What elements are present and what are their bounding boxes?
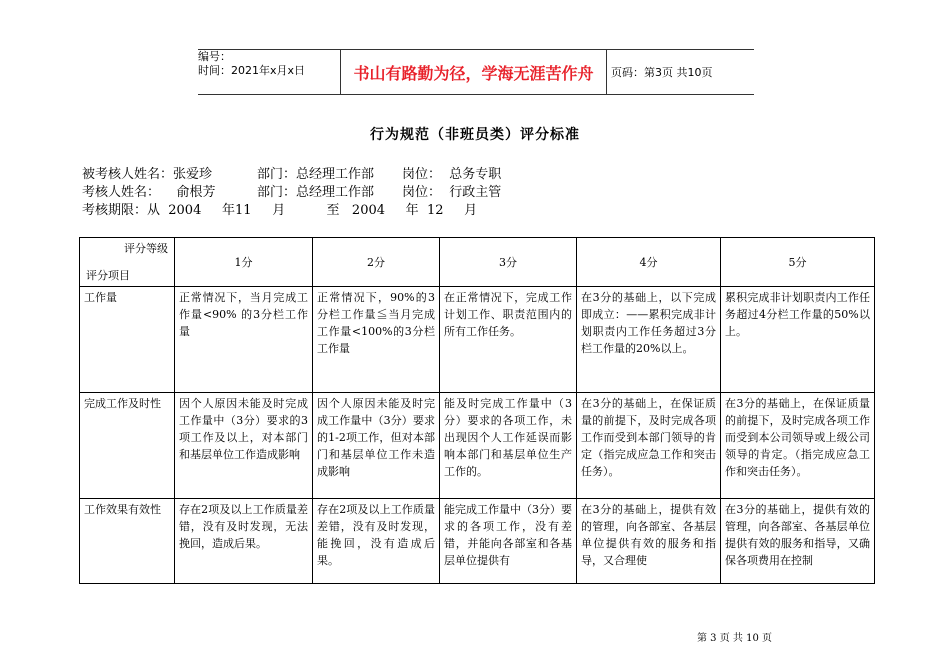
assessee-dept: 部门：总经理工作部 bbox=[257, 167, 375, 182]
criteria-cell: 在3分的基础上，提供有效的管理，向各部室、各基层单位提供有效的服务和指导，又确保各项费用在控制 bbox=[721, 499, 875, 584]
criteria-cell: 在正常情况下，完成工作计划工作、职责范围内的所有工作任务。 bbox=[440, 287, 577, 393]
criteria-cell: 因个人原因未能及时完成工作量中（3分）要求的1-2项工作，但对本部门和基层单位工作未造成影响 bbox=[313, 393, 440, 499]
grade-header-4: 4分 bbox=[577, 238, 721, 287]
page-info: 页码：第3页 共10页 bbox=[611, 66, 713, 79]
assessor-dept: 部门：总经理工作部 bbox=[257, 185, 375, 200]
scoring-table bbox=[79, 237, 875, 584]
info-row-assessor bbox=[82, 184, 542, 202]
item-cell: 工作效果有效性 bbox=[80, 499, 175, 584]
grade-header-1: 1分 bbox=[175, 238, 313, 287]
header-meta bbox=[198, 49, 340, 95]
criteria-cell: 能完成工作量中（3分）要求的各项工作，没有差错，并能向各部室和各基层单位提供有 bbox=[440, 499, 577, 584]
criteria-cell: 在3分的基础上，在保证质量的前提下，及时完成各项工作而受到本部门领导的肯定（指完成应急工作和突击任务）。 bbox=[577, 393, 721, 499]
assessment-info bbox=[82, 166, 542, 220]
grade-header-2: 2分 bbox=[313, 238, 440, 287]
criteria-cell: 因个人原因未能及时完成工作量中（3分）要求的3项工作及以上，对本部门和基层单位工作造成影响 bbox=[175, 393, 313, 499]
page-title: 行为规范（非班员类）评分标准 bbox=[370, 127, 580, 143]
page-footer: 第 3 页 共 10 页 bbox=[697, 633, 772, 644]
info-row-assessee bbox=[82, 166, 542, 184]
header-top-rule bbox=[198, 49, 754, 50]
header-bottom-rule bbox=[198, 94, 754, 95]
time-label: 时间：2021年x月x日 bbox=[198, 64, 306, 77]
item-cell: 完成工作及时性 bbox=[80, 393, 175, 499]
slogan-text: 书山有路勤为径，学海无涯苦作舟 bbox=[353, 63, 594, 83]
number-label: 编号： bbox=[198, 50, 231, 63]
corner-grade-label: 评分等级 bbox=[124, 242, 168, 255]
info-row-period bbox=[82, 202, 542, 220]
assessor-name: 考核人姓名： 俞根芳 bbox=[82, 185, 216, 200]
grade-header-5: 5分 bbox=[721, 238, 875, 287]
criteria-cell: 在3分的基础上，以下完成即成立：——累积完成非计划职责内工作任务超过3分栏工作量的20%以上。 bbox=[577, 287, 721, 393]
header-slogan-box bbox=[340, 49, 607, 95]
assessor-post: 岗位： 行政主管 bbox=[402, 185, 502, 200]
assessee-name: 被考核人姓名：张爱珍 bbox=[82, 167, 213, 182]
criteria-cell: 能及时完成工作量中（3分）要求的各项工作，未出现因个人工作延误而影响本部门和基层单位生产工作的。 bbox=[440, 393, 577, 499]
criteria-cell: 存在2项及以上工作质量差错，没有及时发现，无法挽回，造成后果。 bbox=[175, 499, 313, 584]
assessment-period: 考核期限：从 2004 年11 月 至 2004 年 12 月 bbox=[82, 203, 478, 218]
criteria-cell: 存在2项及以上工作质量差错，没有及时发现，能挽回，没有造成后果。 bbox=[313, 499, 440, 584]
criteria-cell: 在3分的基础上，提供有效的管理，向各部室、各基层单位提供有效的服务和指导，又合理使 bbox=[577, 499, 721, 584]
table-row bbox=[80, 287, 875, 393]
grade-header-3: 3分 bbox=[440, 238, 577, 287]
criteria-cell: 正常情况下，90%的3分栏工作量≦当月完成工作量<100%的3分栏工作量 bbox=[313, 287, 440, 393]
table-header-row bbox=[80, 238, 875, 287]
item-cell: 工作量 bbox=[80, 287, 175, 393]
table-row bbox=[80, 393, 875, 499]
corner-item-label: 评分项目 bbox=[86, 269, 130, 282]
criteria-cell: 正常情况下，当月完成工作量<90% 的3分栏工作量 bbox=[175, 287, 313, 393]
table-row bbox=[80, 499, 875, 584]
header-corner-cell bbox=[80, 238, 175, 287]
document-header bbox=[198, 49, 754, 95]
criteria-cell: 累积完成非计划职责内工作任务超过4分栏工作量的50%以上。 bbox=[721, 287, 875, 393]
assessee-post: 岗位： 总务专职 bbox=[402, 167, 502, 182]
criteria-cell: 在3分的基础上，在保证质量的前提下，及时完成各项工作而受到本公司领导或上级公司领导的肯定。（指完成应急工作和突击任务）。 bbox=[721, 393, 875, 499]
